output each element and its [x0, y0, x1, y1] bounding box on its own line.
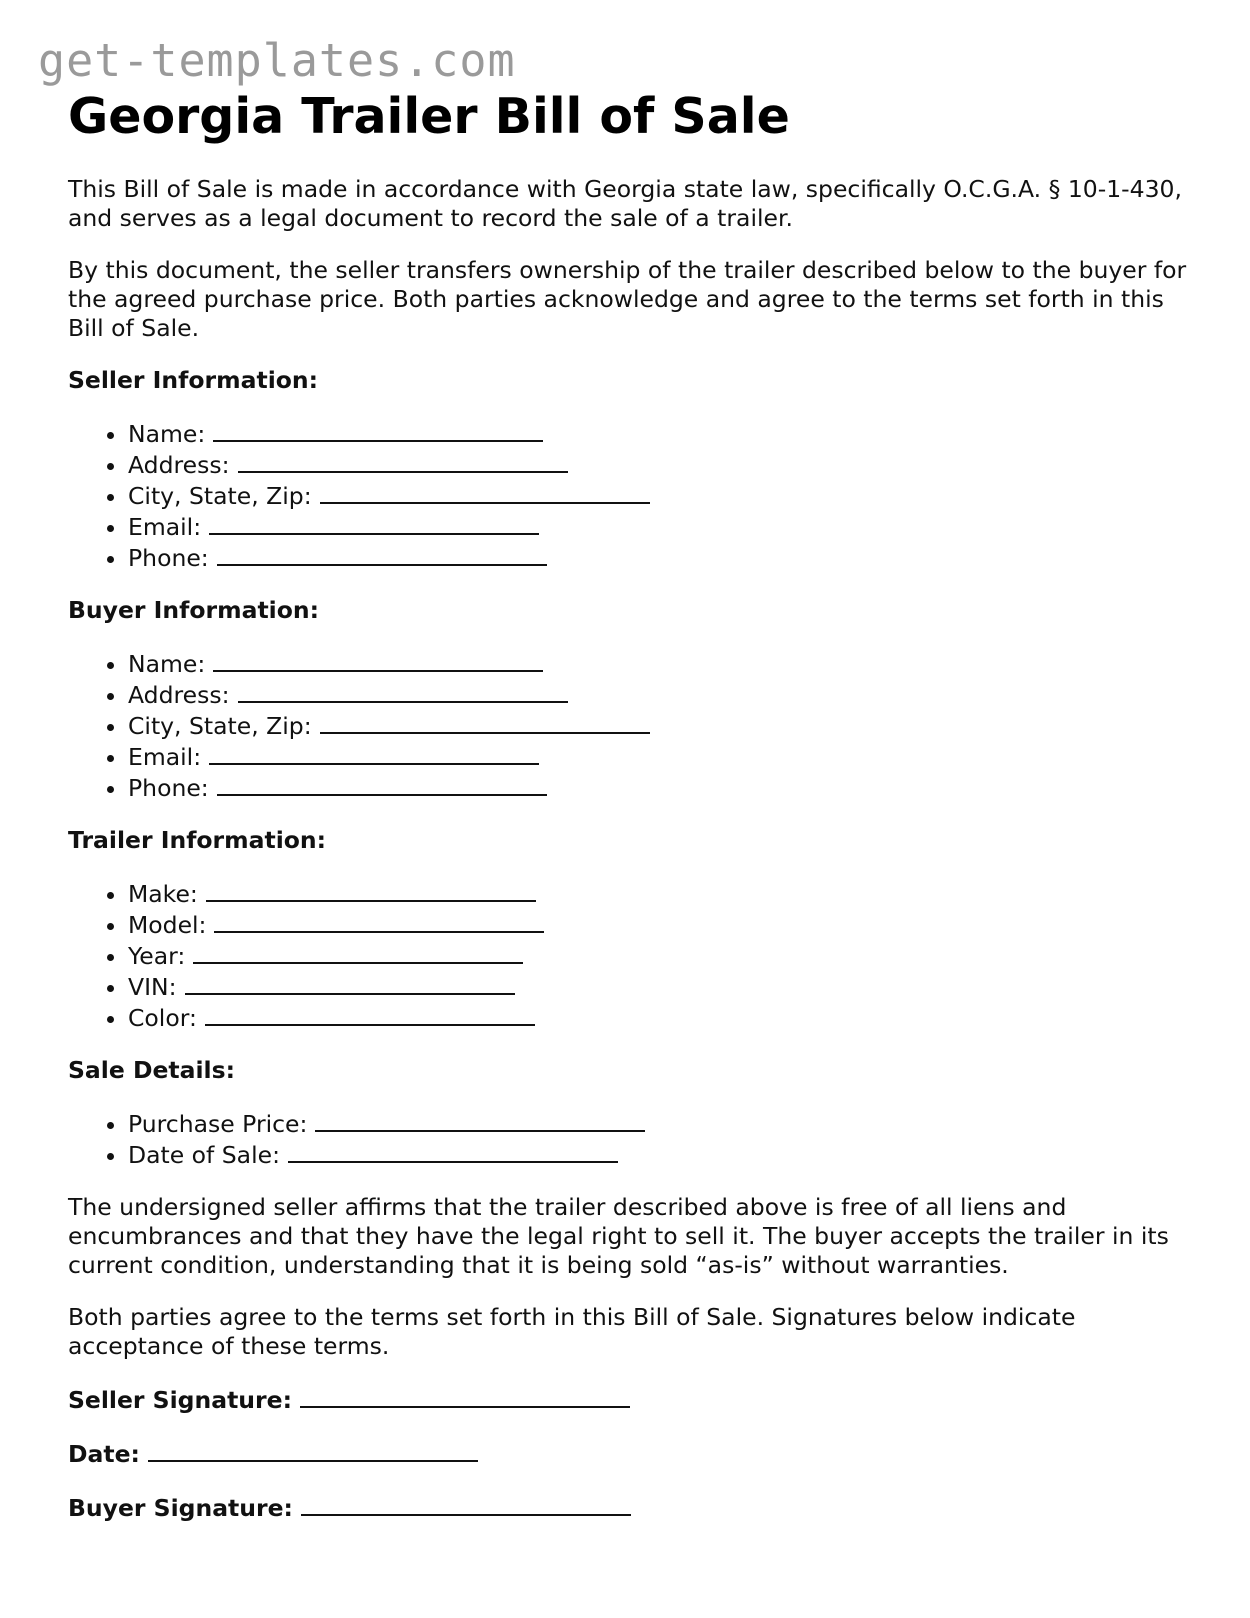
list-item [128, 679, 1188, 710]
closing-paragraph-1: The undersigned seller affirms that the trailer described above is free of all liens and encumbrances and that they have the legal right to sell it. The buyer accepts the trailer in its current condition, understanding that it is being sold “as-is” without warranties. [68, 1192, 1169, 1279]
document [68, 88, 1188, 1523]
page-title: Georgia Trailer Bill of Sale [68, 88, 790, 145]
signature-date-label: Date: [68, 1439, 140, 1468]
buyer-signature-field[interactable] [301, 1492, 631, 1516]
purchase-price-label: Purchase Price: [128, 1109, 308, 1138]
seller-phone-label: Phone: [128, 543, 209, 572]
buyer-name-label: Name: [128, 649, 206, 678]
list-item [128, 449, 1188, 480]
purchase-price-field[interactable] [315, 1108, 645, 1132]
buyer-email-label: Email: [128, 742, 202, 771]
seller-signature-label: Seller Signature: [68, 1385, 292, 1414]
signature-date-line [68, 1438, 1188, 1469]
sale-fields-list [68, 1108, 1188, 1170]
list-item [128, 710, 1188, 741]
trailer-year-field[interactable] [193, 940, 523, 964]
buyer-name-field[interactable] [213, 648, 543, 672]
seller-city-label: City, State, Zip: [128, 481, 312, 510]
list-item [128, 940, 1188, 971]
buyer-phone-field[interactable] [217, 772, 547, 796]
list-item [128, 878, 1188, 909]
trailer-fields-list [68, 878, 1188, 1033]
list-item [128, 1108, 1188, 1139]
list-item [128, 772, 1188, 803]
list-item [128, 648, 1188, 679]
buyer-phone-label: Phone: [128, 773, 209, 802]
trailer-color-label: Color: [128, 1003, 197, 1032]
buyer-email-field[interactable] [209, 741, 539, 765]
buyer-section-heading: Buyer Information: [68, 595, 320, 624]
seller-name-field[interactable] [213, 418, 543, 442]
seller-email-field[interactable] [209, 511, 539, 535]
sale-section-heading: Sale Details: [68, 1055, 235, 1084]
buyer-address-field[interactable] [238, 679, 568, 703]
list-item [128, 480, 1188, 511]
date-of-sale-field[interactable] [288, 1139, 618, 1163]
buyer-fields-list [68, 648, 1188, 803]
list-item [128, 418, 1188, 449]
buyer-signature-line [68, 1492, 1188, 1523]
seller-signature-field[interactable] [300, 1384, 630, 1408]
list-item [128, 909, 1188, 940]
trailer-section-heading: Trailer Information: [68, 825, 327, 854]
trailer-model-field[interactable] [214, 909, 544, 933]
intro-paragraph-1: This Bill of Sale is made in accordance with Georgia state law, specifically O.C.G.A. § 10-1-430, and serves as a legal document to record the sale of a trailer. [68, 174, 1182, 232]
list-item [128, 1139, 1188, 1170]
trailer-make-field[interactable] [206, 878, 536, 902]
list-item [128, 741, 1188, 772]
trailer-vin-label: VIN: [128, 972, 177, 1001]
intro-paragraph-2: By this document, the seller transfers ownership of the trailer described below to the buyer for the agreed purchase price. Both parties acknowledge and agree to the terms set forth in this Bill of Sale. [68, 255, 1187, 342]
trailer-vin-field[interactable] [185, 971, 515, 995]
seller-signature-line [68, 1384, 1188, 1415]
seller-phone-field[interactable] [217, 542, 547, 566]
seller-address-field[interactable] [238, 449, 568, 473]
trailer-year-label: Year: [128, 941, 186, 970]
trailer-make-label: Make: [128, 879, 198, 908]
seller-fields-list [68, 418, 1188, 573]
seller-city-field[interactable] [320, 480, 650, 504]
trailer-color-field[interactable] [205, 1002, 535, 1026]
buyer-city-field[interactable] [320, 710, 650, 734]
date-of-sale-label: Date of Sale: [128, 1140, 280, 1169]
seller-email-label: Email: [128, 512, 202, 541]
signature-date-field[interactable] [148, 1438, 478, 1462]
buyer-address-label: Address: [128, 680, 230, 709]
list-item [128, 542, 1188, 573]
list-item [128, 511, 1188, 542]
watermark: get-templates.com [38, 34, 516, 87]
seller-address-label: Address: [128, 450, 230, 479]
list-item [128, 971, 1188, 1002]
list-item [128, 1002, 1188, 1033]
buyer-city-label: City, State, Zip: [128, 711, 312, 740]
trailer-model-label: Model: [128, 910, 207, 939]
buyer-signature-label: Buyer Signature: [68, 1493, 293, 1522]
closing-paragraph-2: Both parties agree to the terms set forth in this Bill of Sale. Signatures below indicate acceptance of these terms. [68, 1302, 1076, 1360]
seller-section-heading: Seller Information: [68, 365, 319, 394]
seller-name-label: Name: [128, 419, 206, 448]
